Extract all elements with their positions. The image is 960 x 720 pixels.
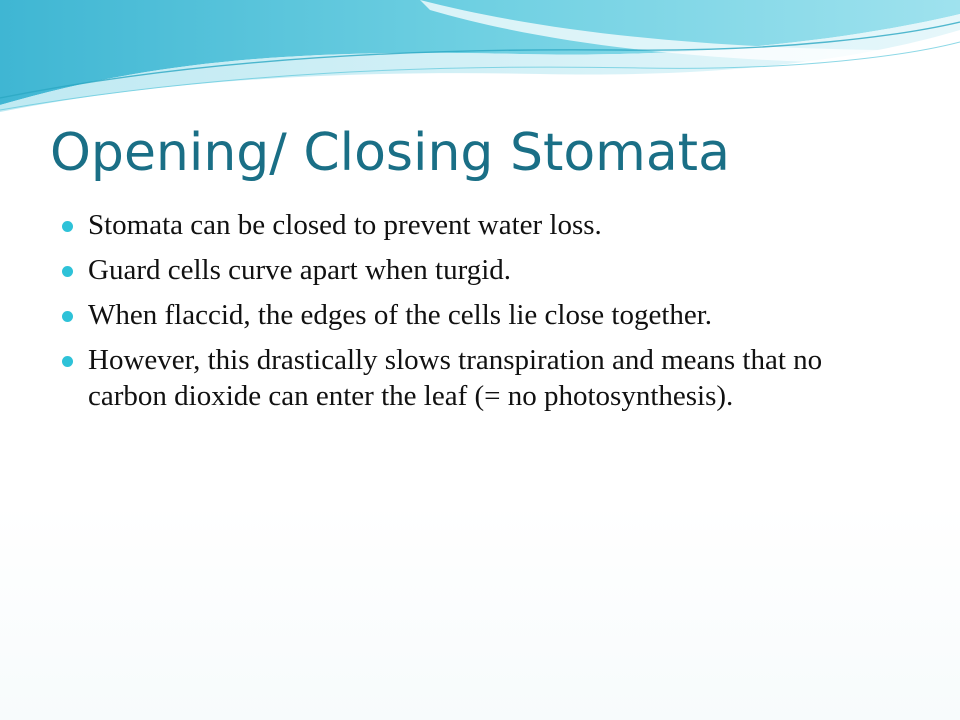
slide-title: Opening/ Closing Stomata: [50, 123, 730, 183]
bullet-text: When flaccid, the edges of the cells lie close together.: [88, 299, 713, 331]
bullet-dot-icon: [62, 356, 73, 367]
bullet-item: [62, 297, 902, 333]
bullet-item: [62, 207, 902, 243]
bullet-item: [62, 342, 902, 414]
bullet-dot-icon: [62, 266, 73, 277]
wave-header-decoration: [0, 0, 960, 120]
bullet-text: However, this drastically slows transpiration and means that no carbon dioxide can enter the leaf (= no photosynthesis).: [88, 344, 823, 412]
bullet-dot-icon: [62, 311, 73, 322]
bullet-text: Guard cells curve apart when turgid.: [88, 254, 512, 286]
bullet-item: [62, 252, 902, 288]
bullet-list: [62, 207, 902, 423]
bullet-text: Stomata can be closed to prevent water loss.: [88, 209, 602, 241]
bullet-dot-icon: [62, 221, 73, 232]
